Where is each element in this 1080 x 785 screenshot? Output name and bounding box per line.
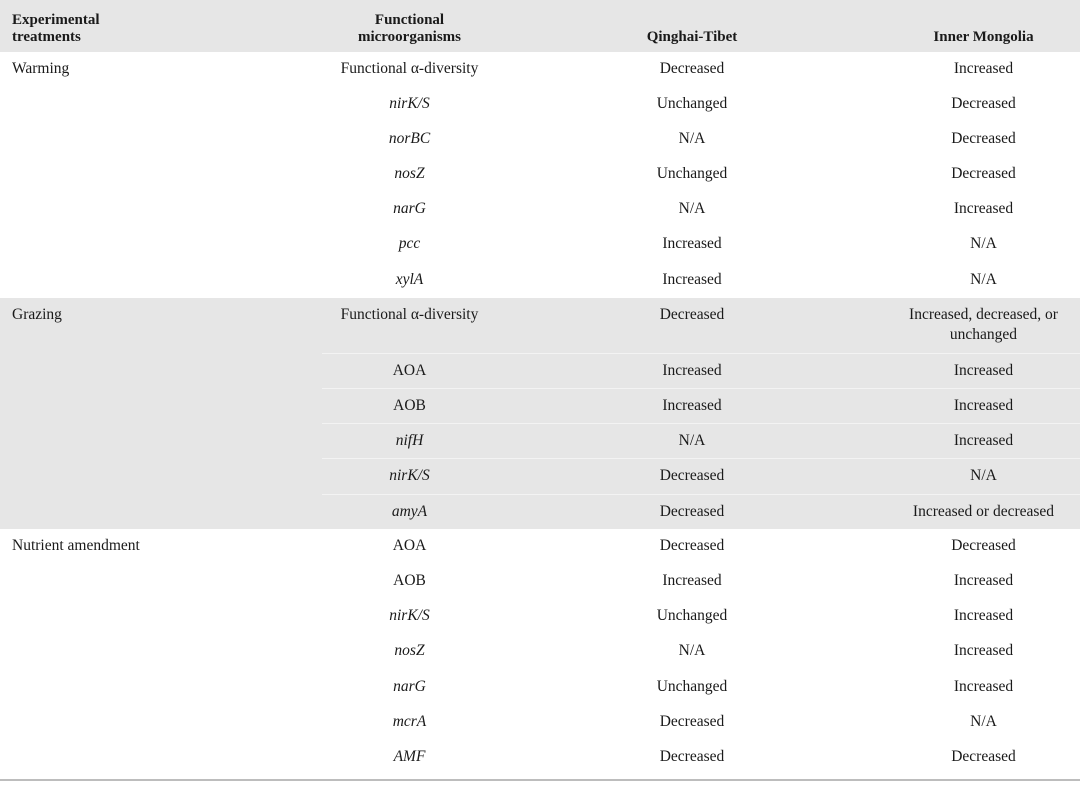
treatment-cell (0, 740, 322, 775)
table-row (0, 87, 1080, 122)
treatment-cell (0, 192, 322, 227)
treatment-cell (0, 227, 322, 262)
qinghai-tibet-cell: Decreased (497, 298, 887, 354)
header-inner-mongolia: Inner Mongolia (933, 29, 1034, 45)
organism-cell: nosZ (394, 642, 425, 660)
table-row (0, 389, 1080, 424)
treatment-cell (0, 705, 322, 740)
inner-mongolia-cell: N/A (887, 459, 1080, 494)
table-row (0, 670, 1080, 705)
qinghai-tibet-cell: N/A (497, 424, 887, 459)
qinghai-tibet-cell: Decreased (659, 712, 725, 730)
qinghai-tibet-cell: N/A (678, 130, 706, 148)
table-row (0, 122, 1080, 157)
qinghai-tibet-cell: Increased (497, 389, 887, 424)
organism-cell: nosZ (394, 165, 425, 183)
inner-mongolia-cell: Decreased (951, 747, 1016, 765)
qinghai-tibet-cell: Unchanged (656, 95, 728, 113)
treatment-cell (0, 494, 322, 529)
table-row (0, 354, 1080, 389)
qinghai-tibet-cell: N/A (678, 200, 706, 218)
qinghai-tibet-cell: Increased (662, 235, 722, 253)
organism-cell: xylA (395, 270, 424, 288)
inner-mongolia-cell: N/A (970, 235, 997, 253)
organism-cell: nifH (322, 424, 497, 459)
treatment-cell: Warming (12, 60, 70, 77)
organism-cell: Functional α-diversity (340, 60, 479, 77)
organism-cell: AMF (393, 747, 426, 765)
qinghai-tibet-cell: Unchanged (656, 607, 728, 625)
inner-mongolia-cell: N/A (970, 270, 997, 288)
qinghai-tibet-cell: Unchanged (656, 677, 728, 695)
table-row (0, 424, 1080, 459)
treatment-cell (0, 459, 322, 494)
qinghai-tibet-cell: Decreased (659, 537, 725, 555)
treatment-cell (0, 389, 322, 424)
organism-cell: AOB (393, 572, 426, 590)
qinghai-tibet-cell: Decreased (659, 747, 725, 765)
organism-cell: nirK/S (389, 607, 430, 625)
organism-cell: narG (393, 677, 426, 695)
table-row (0, 157, 1080, 192)
organism-cell: narG (393, 200, 426, 218)
header-functional-microorganisms: Functional microorganisms (357, 12, 462, 45)
table-row (0, 263, 1080, 298)
table-bottom-rule (0, 779, 1080, 781)
treatment-group-grazing (0, 298, 1080, 529)
inner-mongolia-cell: Increased (953, 677, 1014, 695)
inner-mongolia-cell: N/A (970, 712, 997, 730)
treatment-cell (0, 599, 322, 634)
header-experimental-treatments: Experimental treatments (12, 12, 100, 45)
treatment-cell (0, 634, 322, 669)
organism-cell: AOA (322, 354, 497, 389)
treatment-cell (0, 87, 322, 122)
organism-cell: mcrA (392, 712, 427, 730)
treatment-group-warming (0, 52, 1080, 298)
organism-cell: AOA (392, 537, 427, 555)
table-row (0, 459, 1080, 494)
inner-mongolia-cell: Increased (887, 389, 1080, 424)
table-row (0, 599, 1080, 634)
table-row (0, 52, 1080, 87)
treatment-cell (0, 157, 322, 192)
qinghai-tibet-cell: Increased (662, 270, 722, 288)
table-row (0, 494, 1080, 529)
inner-mongolia-cell: Increased (887, 424, 1080, 459)
inner-mongolia-cell: Decreased (951, 537, 1016, 555)
inner-mongolia-cell: Increased (953, 200, 1014, 218)
header-row (0, 0, 1080, 52)
table-row (0, 564, 1080, 599)
organism-cell: amyA (322, 494, 497, 529)
treatment-cell (0, 424, 322, 459)
treatment-cell: Grazing (0, 298, 322, 354)
treatment-cell (0, 263, 322, 298)
table-row (0, 529, 1080, 564)
inner-mongolia-cell: Decreased (951, 130, 1016, 148)
organism-cell: pcc (398, 235, 421, 253)
qinghai-tibet-cell: Decreased (497, 459, 887, 494)
header-qinghai-tibet: Qinghai-Tibet (646, 29, 738, 45)
inner-mongolia-cell: Increased (953, 607, 1014, 625)
treatment-cell (0, 564, 322, 599)
table-row (0, 634, 1080, 669)
inner-mongolia-cell: Increased, decreased, or unchanged (887, 298, 1080, 354)
table-row (0, 227, 1080, 262)
organism-cell: AOB (322, 389, 497, 424)
inner-mongolia-cell: Increased (953, 642, 1014, 660)
inner-mongolia-cell: Decreased (951, 95, 1016, 113)
qinghai-tibet-cell: N/A (678, 642, 706, 660)
inner-mongolia-cell: Decreased (951, 165, 1016, 183)
organism-cell: norBC (388, 130, 431, 148)
inner-mongolia-cell: Increased (953, 60, 1014, 77)
table-header (0, 0, 1080, 52)
inner-mongolia-cell: Increased (887, 354, 1080, 389)
treatment-group-nutrient-amendment (0, 529, 1080, 775)
qinghai-tibet-cell: Increased (662, 572, 722, 590)
inner-mongolia-cell: Increased (953, 572, 1014, 590)
table-row (0, 192, 1080, 227)
treatment-cell (0, 122, 322, 157)
table-row (0, 740, 1080, 775)
treatment-cell (0, 670, 322, 705)
treatment-cell: Nutrient amendment (12, 537, 140, 555)
organism-cell: Functional α-diversity (322, 298, 497, 354)
table-row (0, 705, 1080, 740)
organism-cell: nirK/S (389, 95, 430, 113)
qinghai-tibet-cell: Decreased (497, 494, 887, 529)
organism-cell: nirK/S (322, 459, 497, 494)
treatment-cell (0, 354, 322, 389)
qinghai-tibet-cell: Unchanged (656, 165, 728, 183)
inner-mongolia-cell: Increased or decreased (887, 494, 1080, 529)
table-row (0, 298, 1080, 354)
qinghai-tibet-cell: Decreased (659, 60, 725, 77)
qinghai-tibet-cell: Increased (497, 354, 887, 389)
